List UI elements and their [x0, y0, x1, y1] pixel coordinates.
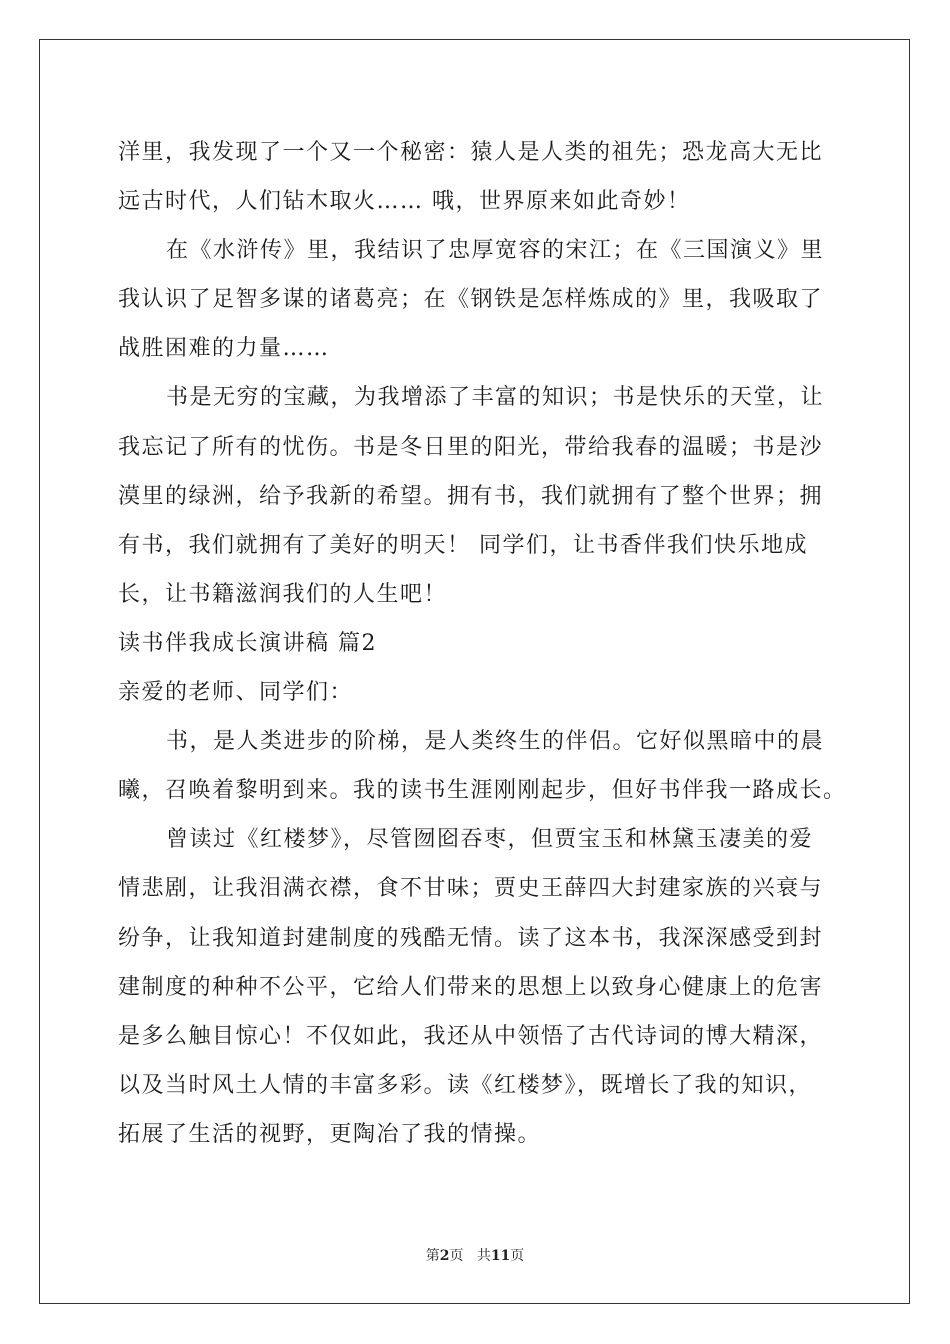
text-line: 书，是人类进步的阶梯，是人类终生的伴侣。它好似黑暗中的晨	[166, 729, 825, 755]
text-line: 建制度的种种不公平，它给人们带来的思想上以致身心健康上的危害	[118, 974, 824, 1000]
text-line: 在《水浒传》里，我结识了忠厚宽容的宋江；在《三国演义》里	[166, 238, 825, 264]
total-pages: 11	[490, 1248, 511, 1264]
page-footer	[0, 1246, 950, 1266]
document-body	[118, 128, 847, 1159]
text-line: 有书，我们就拥有了美好的明天！ 同学们，让书香伴我们快乐地成	[118, 532, 808, 558]
text-line: 拓展了生活的视野，更陶冶了我的情操。	[118, 1121, 542, 1147]
text-line: 书是无穷的宝藏，为我增添了丰富的知识；书是快乐的天堂，让	[166, 385, 825, 411]
page-number: 2	[439, 1248, 450, 1264]
text-line: 洋里，我发现了一个又一个秘密：猿人是人类的祖先；恐龙高大无比	[118, 140, 824, 165]
text-line: 是多么触目惊心！不仅如此，我还从中领悟了古代诗词的博大精深，	[118, 1023, 824, 1049]
text-line: 长，让书籍滋润我们的人生吧！	[118, 581, 448, 607]
page-prefix: 第	[425, 1248, 440, 1264]
text-line: 远古时代，人们钻木取火…… 哦，世界原来如此奇妙！	[118, 189, 691, 215]
text-line: 曾读过《红楼梦》，尽管囫囵吞枣，但贾宝玉和林黛玉凄美的爱	[166, 827, 814, 853]
total-prefix: 共	[476, 1248, 491, 1264]
text-line: 曦，召唤着黎明到来。我的读书生涯刚刚起步，但好书伴我一路成长。	[118, 778, 847, 804]
salutation: 亲爱的老师、同学们：	[118, 680, 354, 706]
text-line: 我认识了足智多谋的诸葛亮；在《钢铁是怎样炼成的》里，我吸取了	[118, 287, 824, 313]
text-line: 纷争，让我知道封建制度的残酷无情。读了这本书，我深深感受到封	[118, 925, 824, 951]
text-line: 漠里的绿洲，给予我新的希望。拥有书，我们就拥有了整个世界；拥	[118, 483, 824, 509]
section-heading: 读书伴我成长演讲稿 篇2	[118, 630, 377, 656]
text-line: 我忘记了所有的忧伤。书是冬日里的阳光，带给我春的温暖；书是沙	[118, 434, 824, 460]
total-unit: 页	[510, 1248, 525, 1264]
page-unit: 页	[449, 1248, 464, 1264]
text-line: 战胜困难的力量……	[118, 336, 330, 362]
text-line: 以及当时风土人情的丰富多彩。读《红楼梦》，既增长了我的知识，	[118, 1072, 813, 1098]
text-line: 情悲剧，让我泪满衣襟，食不甘味；贾史王薛四大封建家族的兴衰与	[118, 876, 824, 902]
